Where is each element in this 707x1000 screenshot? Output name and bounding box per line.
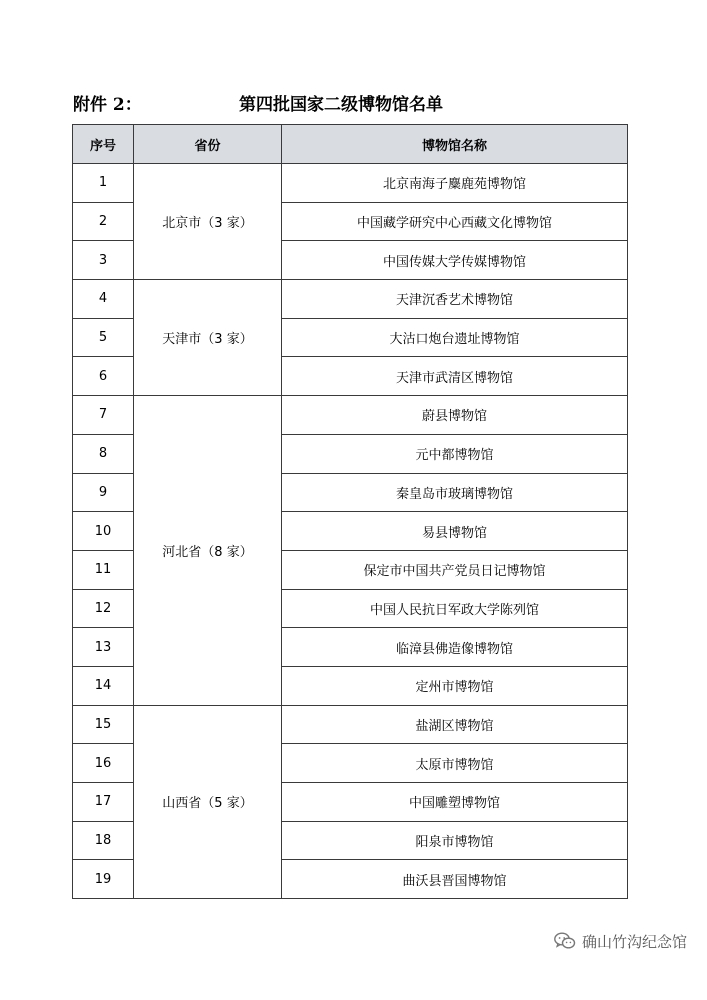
museum-name: 元中都博物馆 <box>282 434 628 473</box>
museum-name: 定州市博物馆 <box>282 666 628 705</box>
table-header-row <box>73 125 628 164</box>
province-cell: 天津市（3 家） <box>134 280 282 396</box>
document-title: 第四批国家二级博物馆名单 <box>239 95 443 115</box>
row-number: 2 <box>73 202 134 241</box>
museum-name: 秦皇岛市玻璃博物馆 <box>282 473 628 512</box>
museum-name: 阳泉市博物馆 <box>282 821 628 860</box>
row-number: 12 <box>73 589 134 628</box>
museum-name: 北京南海子麋鹿苑博物馆 <box>282 164 628 203</box>
row-number: 11 <box>73 550 134 589</box>
museum-name: 天津市武清区博物馆 <box>282 357 628 396</box>
museum-name: 盐湖区博物馆 <box>282 705 628 744</box>
museum-name: 易县博物馆 <box>282 512 628 551</box>
attachment-label: 附件 2： <box>73 95 142 115</box>
table-row <box>73 164 628 203</box>
museum-name: 中国雕塑博物馆 <box>282 783 628 822</box>
museum-name: 临漳县佛造像博物馆 <box>282 628 628 667</box>
watermark-text: 确山竹沟纪念馆 <box>581 932 687 951</box>
museum-name: 蔚县博物馆 <box>282 396 628 435</box>
table-row <box>73 280 628 319</box>
row-number: 7 <box>73 396 134 435</box>
row-number: 14 <box>73 666 134 705</box>
row-number: 4 <box>73 280 134 319</box>
row-number: 1 <box>73 164 134 203</box>
header-number: 序号 <box>73 125 134 164</box>
row-number: 5 <box>73 318 134 357</box>
table-body <box>73 164 628 899</box>
museum-name: 中国传媒大学传媒博物馆 <box>282 241 628 280</box>
province-cell: 北京市（3 家） <box>134 164 282 280</box>
document-header <box>73 90 633 120</box>
header-province: 省份 <box>134 125 282 164</box>
row-number: 16 <box>73 744 134 783</box>
row-number: 17 <box>73 783 134 822</box>
wechat-icon <box>554 932 576 950</box>
museum-name: 大沽口炮台遗址博物馆 <box>282 318 628 357</box>
museum-name: 保定市中国共产党员日记博物馆 <box>282 550 628 589</box>
row-number: 10 <box>73 512 134 551</box>
row-number: 6 <box>73 357 134 396</box>
header-museum-name: 博物馆名称 <box>282 125 628 164</box>
row-number: 15 <box>73 705 134 744</box>
table-row <box>73 705 628 744</box>
museum-name: 中国藏学研究中心西藏文化博物馆 <box>282 202 628 241</box>
province-cell: 河北省（8 家） <box>134 396 282 706</box>
museum-name: 天津沉香艺术博物馆 <box>282 280 628 319</box>
row-number: 13 <box>73 628 134 667</box>
museum-name: 中国人民抗日军政大学陈列馆 <box>282 589 628 628</box>
row-number: 9 <box>73 473 134 512</box>
museum-name: 太原市博物馆 <box>282 744 628 783</box>
museum-name: 曲沃县晋国博物馆 <box>282 860 628 899</box>
table-row <box>73 396 628 435</box>
row-number: 8 <box>73 434 134 473</box>
row-number: 18 <box>73 821 134 860</box>
watermark <box>554 929 687 953</box>
row-number: 19 <box>73 860 134 899</box>
museum-list-table <box>72 124 628 899</box>
row-number: 3 <box>73 241 134 280</box>
province-cell: 山西省（5 家） <box>134 705 282 898</box>
